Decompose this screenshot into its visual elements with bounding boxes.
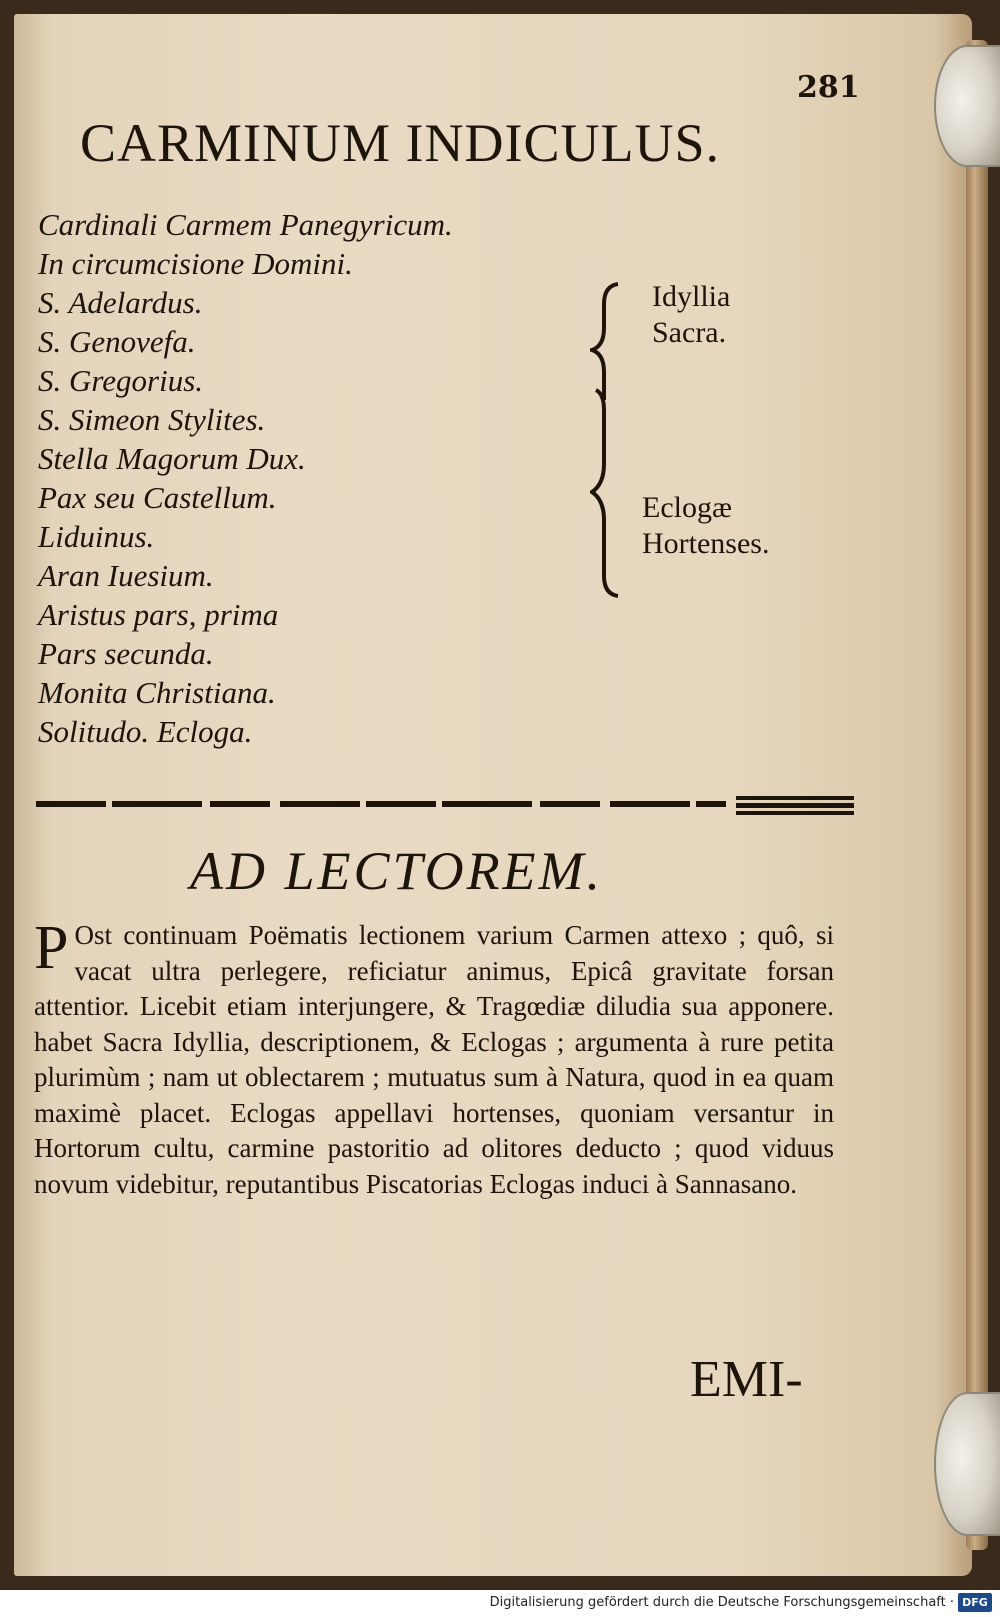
footer-bar	[0, 1590, 1000, 1617]
toc-item: S. Simeon Stylites.	[38, 402, 266, 437]
section-heading: AD LECTOREM.	[190, 841, 604, 901]
body-text: Ost continuam Poëmatis lectionem varium Carmen attexo ; quô, si vacat ultra perlegere, reficiatur animus, Epicâ gravitate forsan attentior. Licebit etiam interjungere, & Tragœdiæ diludia sua apponere. habet Sacra Idyllia, descriptionem, & Eclogas ; argumenta à rure petita plurimùm ; nam ut oblectarem ; mutuatus sum à Natura, quod in ea quam maximè placet. Eclogas appellavi hortenses, quoniam versantur in Hortorum cultu, carmine pastoritio ad olitores deducto ; quod viduus novum videbitur, reputantibus Piscatorias Eclogas induci à Sannasano.	[34, 920, 834, 1199]
group-label-idyllia	[652, 279, 730, 351]
toc-item: In circumcisione Domini.	[38, 246, 353, 281]
toc-item: Pax seu Castellum.	[38, 480, 277, 515]
ornamental-rule	[36, 796, 856, 824]
group-label-eclogae	[642, 490, 769, 562]
book-clip-bottom	[934, 1392, 1000, 1536]
dfg-logo: DFG	[958, 1593, 992, 1612]
toc-item: Pars secunda.	[38, 636, 214, 671]
digitization-credit: Digitalisierung gefördert durch die Deutsche Forschungsgemeinschaft ·	[489, 1595, 954, 1610]
group-label-line: Idyllia	[652, 280, 731, 313]
toc-item: Aran Iuesium.	[38, 558, 214, 593]
dropcap: P	[34, 914, 69, 982]
page-number: 281	[797, 70, 860, 105]
toc-item: Stella Magorum Dux.	[38, 441, 306, 476]
group-label-line: Eclogæ	[642, 491, 732, 524]
toc-item: Liduinus.	[38, 519, 155, 554]
page-title: CARMINUM INDICULUS.	[80, 113, 721, 173]
toc-item: Aristus pars, prima	[38, 597, 279, 632]
toc-item: Monita Christiana.	[38, 675, 276, 710]
toc-item: Cardinali Carmem Panegyricum.	[38, 207, 453, 242]
toc-item: Solitudo. Ecloga.	[38, 714, 253, 749]
book-clip-top	[934, 45, 1000, 167]
group-label-line: Hortenses.	[642, 527, 770, 560]
toc-item: S. Adelardus.	[38, 285, 203, 320]
toc-item: S. Genovefa.	[38, 324, 196, 359]
body-paragraph	[34, 914, 834, 1202]
page-edge	[966, 40, 988, 1550]
toc-item: S. Gregorius.	[38, 363, 204, 398]
group-label-line: Sacra.	[652, 316, 727, 349]
grouping-brace	[590, 280, 630, 610]
catchword: EMI-	[690, 1351, 803, 1408]
